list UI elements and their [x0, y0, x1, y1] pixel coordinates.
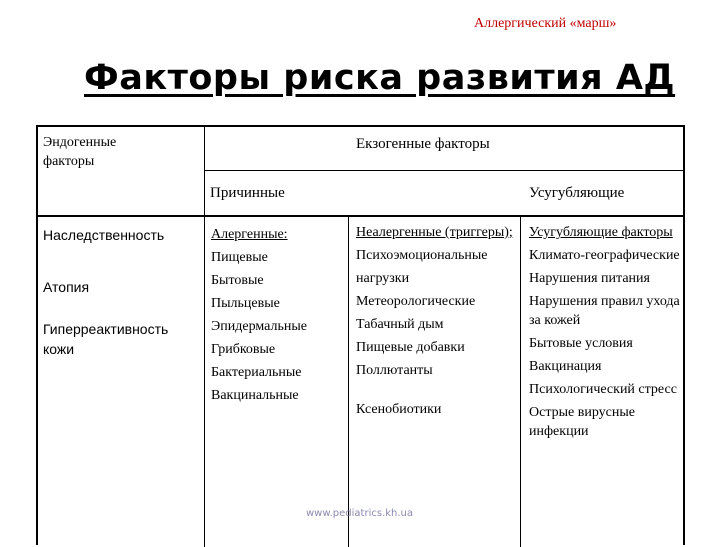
- list-item: Пищевые: [211, 250, 268, 265]
- endogenous-item: Атопия: [43, 279, 90, 295]
- top-note: Аллергический «марш»: [474, 16, 617, 31]
- endogenous-list: [43, 226, 201, 359]
- endogenous-header-line1: Эндогенные: [43, 135, 117, 150]
- allergenic-heading: Алергенные:: [211, 227, 288, 242]
- list-item: Пыльцевые: [211, 296, 280, 311]
- endogenous-header-line2: факторы: [43, 154, 95, 169]
- list-item: Эпидермальные: [211, 319, 307, 334]
- list-item: Бытовые: [211, 273, 264, 288]
- non-allergenic-extra: Ксенобиотики: [356, 402, 442, 417]
- divider-aggravating: [520, 217, 521, 547]
- aggravating-heading: Усугубляющие факторы: [529, 225, 673, 240]
- list-item: Острые вирусные инфекции: [529, 405, 635, 439]
- list-item: Вакцинальные: [211, 388, 299, 403]
- divider-endo: [204, 127, 205, 547]
- aggravating-list: [529, 223, 681, 441]
- list-item: Нарушения питания: [529, 271, 650, 286]
- watermark: www.pediatrics.kh.ua: [306, 508, 414, 519]
- list-item: Климато-географические: [529, 248, 680, 263]
- list-item: Бытовые условия: [529, 336, 633, 351]
- list-item: Психологический стресс: [529, 382, 677, 397]
- divider-header: [38, 215, 683, 217]
- page-title: Факторы риска развития АД: [84, 58, 676, 98]
- causal-header: Причинные: [210, 185, 285, 201]
- non-allergenic-list: [356, 223, 516, 421]
- allergenic-list: [211, 223, 346, 407]
- aggravating-header: Усугубляющие: [529, 185, 625, 201]
- list-item: Психоэмоциональные нагрузки: [356, 248, 488, 286]
- list-item: Вакцинация: [529, 359, 602, 374]
- endogenous-item: Наследственность: [43, 227, 165, 243]
- exogenous-header: Екзогенные факторы: [356, 136, 490, 152]
- endogenous-item: Гиперреактивность кожи: [43, 321, 169, 357]
- list-item: Грибковые: [211, 342, 276, 357]
- list-item: Метеорологические: [356, 294, 476, 309]
- divider-exo-sub: [204, 170, 683, 171]
- risk-factors-table: [36, 125, 685, 545]
- list-item: Нарушения правил ухода за кожей: [529, 294, 680, 328]
- non-allergenic-heading: Неалергенные (триггеры);: [356, 225, 513, 240]
- list-item: Пищевые добавки: [356, 340, 465, 355]
- endogenous-header: [43, 133, 116, 171]
- divider-causal: [348, 217, 349, 547]
- list-item: Поллютанты: [356, 363, 433, 378]
- list-item: Табачный дым: [356, 317, 444, 332]
- list-item: Бактериальные: [211, 365, 302, 380]
